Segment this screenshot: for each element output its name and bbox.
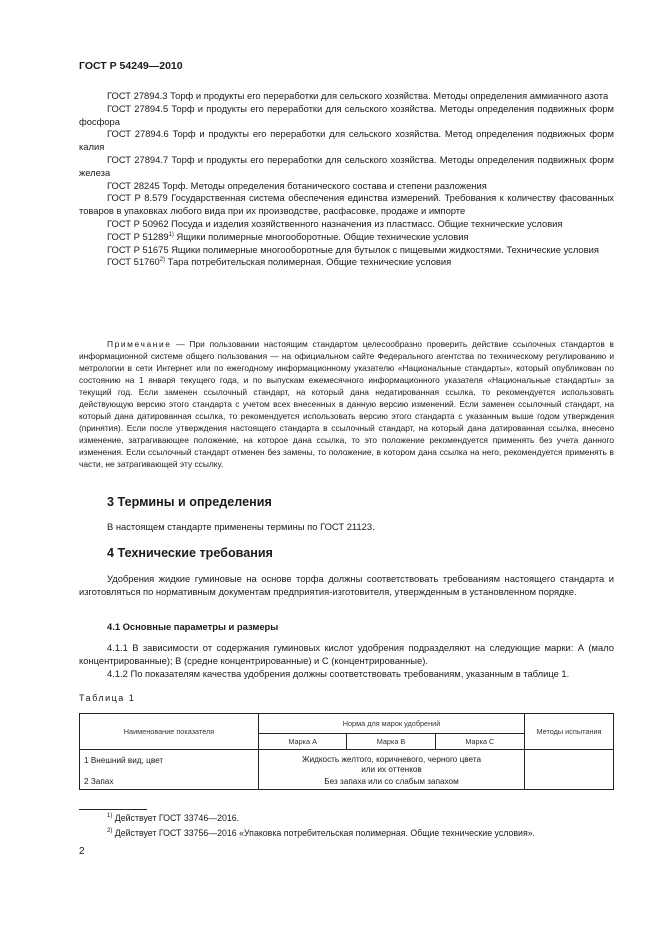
reference-item: ГОСТ 27894.7 Торф и продукты его переработки для сельского хозяйства. Методы определения подвижных форм железа <box>79 153 614 178</box>
header-indicator: Наименование показателя <box>80 714 259 750</box>
section-4-1-body <box>79 642 614 680</box>
footnote-text: Действует ГОСТ 33756—2016 «Упаковка потребительская полимерная. Общие технические условия». <box>112 828 536 838</box>
footnote-mark: 1) <box>107 813 113 820</box>
table-row <box>80 775 614 789</box>
row-value: Жидкость желтого, коричневого, черного цвета или их оттенков <box>259 750 525 776</box>
note-paragraph <box>79 338 614 470</box>
row-indicator: 1 Внешний вид, цвет <box>80 750 259 776</box>
section-4-body <box>79 573 614 599</box>
reference-item: ГОСТ 28245 Торф. Методы определения ботанического состава и степени разложения <box>107 179 487 191</box>
normative-references <box>79 90 614 269</box>
header-mark-c: Марка С <box>435 734 524 750</box>
reference-item: ГОСТ Р 51675 Ящики полимерные многооборотные для бутылок с пищевыми жидкостями. Технические условия <box>107 243 599 255</box>
header-norm: Норма для марок удобрений <box>259 714 525 734</box>
document-header: ГОСТ Р 54249—2010 <box>79 60 183 72</box>
footnote-1 <box>107 813 239 823</box>
row-method <box>525 775 614 789</box>
row-value: Без запаха или со слабым запахом <box>259 775 525 789</box>
reference-item: ГОСТ 27894.3 Торф и продукты его переработки для сельского хозяйства. Методы определения аммиачного азота <box>107 90 609 101</box>
table-row <box>80 750 614 776</box>
section-4-1-title: 4.1 Основные параметры и размеры <box>107 621 279 632</box>
reference-item <box>79 231 614 244</box>
reference-item: ГОСТ Р 50962 Посуда и изделия хозяйственного назначения из пластмасс. Общие технические условия <box>107 217 563 229</box>
note-text: — При пользовании настоящим стандартом целесообразно проверить действие ссылочных стандартов в информационной системе общего пользования — на официальном сайте Федерального агентства по техническому регулированию и метрологии в сети Интернет или по ежегодному информационному указателю «Национальные стандарты», который опубликован по состоянию на 1 января текущего года, и по выпускам ежемесячного информационного указателя «Национальные стандарты» за текущий год. Если заменен ссылочный стандарт, на который дана недатированная ссылка, то рекомендуется использовать действующую версию этого стандарта с учетом всех внесенных в данную версию изменений. Если заменен ссылочный стандарт, на который дана датированная ссылка, то рекомендуется использовать версию этого стандарта с указанным выше годом утверждения (принятия). Если после утверждения настоящего стандарта в ссылочный стандарт, на который дана датированная ссылка, внесено изменение, затрагивающее положение, на которое дана ссылка, то это положение рекомендуется применять без учета данного изменения. Если ссылочный стандарт отменен без замены, то положение, в котором дана ссылка на него, рекомендуется применять в части, не затрагивающей эту ссылку. <box>79 339 614 469</box>
requirements-table <box>79 713 614 790</box>
table-caption: Таблица 1 <box>79 693 136 703</box>
footnote-2 <box>107 828 535 838</box>
reference-title: Ящики полимерные многооборотные. Общие технические условия <box>173 230 469 242</box>
reference-code: ГОСТ 51760 <box>107 256 160 268</box>
reference-code: ГОСТ Р 51289 <box>107 230 169 242</box>
section-3-title: 3 Термины и определения <box>107 495 272 509</box>
header-mark-b: Марка В <box>347 734 435 750</box>
reference-item: ГОСТ 27894.6 Торф и продукты его переработки для сельского хозяйства. Метод определения подвижных форм калия <box>79 128 614 153</box>
section-4-text: Удобрения жидкие гуминовые на основе торфа должны соответствовать требованиям настоящего стандарта и изготовляться по нормативным документам предприятия-изготовителя, утвержденным в установленном порядке. <box>79 573 614 597</box>
reference-title: Тара потребительская полимерная. Общие технические условия <box>165 256 452 268</box>
header-mark-a: Марка А <box>259 734 347 750</box>
reference-item: ГОСТ Р 8.579 Государственная система обеспечения единства измерений. Требования к количеству фасованных товаров в упаковках любого вида при их производстве, расфасовке, продаже и импорте <box>79 192 614 217</box>
page-number: 2 <box>79 846 85 857</box>
reference-item <box>79 256 614 269</box>
footnote-ref: 2) <box>159 257 166 264</box>
row-method <box>525 750 614 776</box>
section-3-text: В настоящем стандарте применены термины по ГОСТ 21123. <box>107 521 375 532</box>
reference-item: ГОСТ 27894.5 Торф и продукты его переработки для сельского хозяйства. Методы определения подвижных форм фосфора <box>79 102 614 127</box>
footnote-mark: 2) <box>107 828 113 835</box>
header-methods: Методы испытания <box>525 714 614 750</box>
footnote-text: Действует ГОСТ 33746—2016. <box>112 813 240 823</box>
footnote-separator <box>79 809 147 810</box>
row-indicator: 2 Запах <box>80 775 259 789</box>
section-3-body <box>79 521 614 534</box>
section-4-title: 4 Технические требования <box>107 546 273 560</box>
footnote-ref: 1) <box>168 231 174 238</box>
note-label: Примечание <box>107 339 172 349</box>
clause-4-1-2: 4.1.2 По показателям качества удобрения должны соответствовать требованиям, указанным в таблице 1. <box>107 667 570 679</box>
table-header-row <box>80 714 614 734</box>
clause-4-1-1: 4.1.1 В зависимости от содержания гуминовых кислот удобрения подразделяют на следующие марки: А (мало концентрированные); В (средне концентрированные) и С (концентрированные). <box>79 642 614 666</box>
